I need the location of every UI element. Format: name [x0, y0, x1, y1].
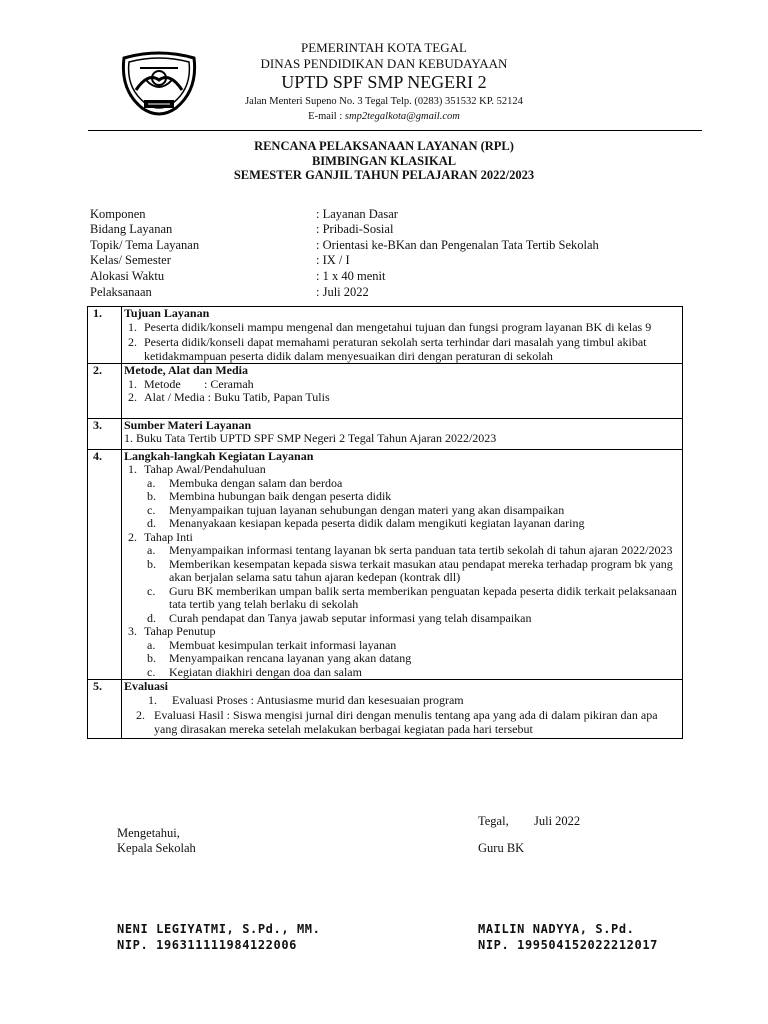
step-item	[124, 477, 680, 491]
stage-title: Tahap Penutup	[144, 624, 216, 638]
list-marker: 3.	[128, 624, 137, 638]
meta-label: Komponen	[90, 207, 146, 221]
meta-value: : Pribadi-Sosial	[316, 222, 394, 236]
list-marker: a.	[147, 543, 156, 557]
list-marker: 2.	[136, 708, 145, 722]
signature-left-nip: NIP. 196311111984122006	[117, 938, 297, 952]
signature-left-name: NENI LEGIYATMI, S.Pd., MM.	[117, 922, 321, 936]
letterhead-government: PEMERINTAH KOTA TEGAL	[301, 40, 467, 55]
list-text: Evaluasi Hasil : Siswa mengisi jurnal diri dengan menulis tentang apa yang ada di dalam pikiran dan apa yang dirasakan mereka setelah melakukan berbagai kegiatan pada hari tersebut	[154, 708, 658, 736]
list-item: 1. Buku Tata Tertib UPTD SPF SMP Negeri 2 Tegal Tahun Ajaran 2022/2023	[124, 431, 497, 445]
list-marker: 1.	[128, 462, 137, 476]
step-item	[124, 585, 680, 612]
stage-item	[124, 531, 680, 545]
letterhead-agency: DINAS PENDIDIKAN DAN KEBUDAYAAN	[260, 56, 508, 71]
section-title: Metode, Alat dan Media	[124, 363, 248, 377]
meta-value: : Juli 2022	[316, 285, 369, 299]
meta-value: : Layanan Dasar	[316, 207, 398, 221]
doc-title-line3: SEMESTER GANJIL TAHUN PELAJARAN 2022/2023	[233, 168, 535, 182]
section-number: 2.	[88, 364, 122, 419]
meta-row-bidang	[90, 222, 394, 238]
list-item	[124, 391, 680, 405]
step-item	[124, 639, 680, 653]
signature-place: Tegal,	[478, 814, 509, 828]
list-marker: b.	[147, 556, 156, 571]
table-row	[88, 449, 683, 680]
table-row	[88, 680, 683, 739]
list-text: Menanyakaan kesiapan kepada peserta didik dalam mengikuti kegiatan layanan daring	[169, 516, 585, 530]
signature-right-nip: NIP. 199504152022212017	[478, 938, 658, 952]
letterhead-email-line	[0, 111, 768, 122]
signature-right-role: Guru BK	[478, 841, 525, 855]
meta-label: Alokasi Waktu	[90, 269, 165, 283]
list-marker: d.	[147, 516, 156, 530]
step-item	[124, 504, 680, 518]
step-item	[124, 612, 680, 626]
section-number: 4.	[88, 449, 122, 680]
list-item	[124, 378, 680, 392]
list-marker: a.	[147, 475, 156, 490]
list-marker: 1.	[148, 692, 157, 707]
section-title: Evaluasi	[124, 679, 169, 693]
list-text: Guru BK memberikan umpan balik serta memberikan penguatan kepada peserta didik terkait pelaksanaan tata tertib yang telah berlaku di sekolah	[169, 583, 677, 611]
section-content	[122, 449, 683, 680]
list-marker: b.	[147, 651, 156, 665]
table-row	[88, 307, 683, 364]
list-item	[124, 694, 680, 708]
list-item	[124, 709, 680, 736]
meta-value: : IX / I	[316, 253, 350, 267]
section-number: 3.	[88, 418, 122, 449]
section-content	[122, 418, 683, 449]
section-title: Tujuan Layanan	[124, 306, 210, 320]
list-marker: 1.	[128, 319, 137, 334]
table-row	[88, 364, 683, 419]
meta-label: Kelas/ Semester	[90, 253, 171, 267]
letterhead-school-name: UPTD SPF SMP NEGERI 2	[281, 72, 487, 92]
list-marker: c.	[147, 502, 156, 517]
doc-title-line2: BIMBINGAN KLASIKAL	[311, 154, 457, 168]
list-marker: c.	[147, 583, 156, 598]
list-text: Kegiatan diakhiri dengan doa dan salam	[169, 664, 362, 679]
section-number: 5.	[88, 680, 122, 739]
meta-row-topik	[90, 238, 599, 254]
section-content	[122, 680, 683, 739]
meta-row-pelaksanaan	[90, 285, 369, 301]
list-item	[124, 321, 680, 335]
step-item	[124, 490, 680, 504]
meta-label: Bidang Layanan	[90, 222, 173, 236]
list-text: Membuka dengan salam dan berdoa	[169, 475, 343, 490]
list-item	[124, 336, 680, 363]
meta-row-kelas	[90, 253, 350, 269]
list-text: Peserta didik/konseli dapat memahami peraturan sekolah serta terhindar dari masalah yang timbul akibat ketidakmampuan peserta didik dalam menyesuaikan diri dengan peraturan di sekolah	[144, 335, 647, 363]
list-text: Membuat kesimpulan terkait informasi layanan	[169, 637, 397, 652]
list-text: Alat / Media : Buku Tatib, Papan Tulis	[144, 390, 330, 404]
list-text: Menyampaikan rencana layanan yang akan datang	[169, 651, 412, 665]
stage-title: Tahap Awal/Pendahuluan	[144, 462, 266, 476]
email-label: E-mail :	[308, 111, 345, 122]
list-text: Memberikan kesempatan kepada siswa terkait masukan atau pendapat mereka terhadap program bk yang akan berjalan selama satu tahun ajaran kedepan (kontrak dll)	[169, 556, 673, 584]
meta-value: : 1 x 40 menit	[316, 269, 386, 283]
meta-value: : Orientasi ke-BKan dan Pengenalan Tata Tertib Sekolah	[316, 238, 599, 252]
list-text: Curah pendapat dan Tanya jawab seputar informasi yang telah disampaikan	[169, 610, 532, 625]
list-text: Menyampaikan informasi tentang layanan bk serta panduan tata tertib sekolah di tahun ajaran 2022/2023	[169, 543, 673, 557]
email-address[interactable]: smp2tegalkota@gmail.com	[344, 111, 460, 122]
list-marker: 2.	[128, 335, 137, 349]
stage-title: Tahap Inti	[144, 529, 193, 544]
rpl-table	[87, 306, 683, 739]
table-row	[88, 418, 683, 449]
meta-label: Topik/ Tema Layanan	[90, 238, 200, 252]
list-label: Metode	[144, 376, 181, 391]
step-item	[124, 558, 680, 585]
doc-title-line1: RENCANA PELAKSANAAN LAYANAN (RPL)	[254, 139, 514, 153]
step-item	[124, 544, 680, 558]
section-title: Langkah-langkah Kegiatan Layanan	[124, 448, 314, 463]
signature-date: Juli 2022	[534, 814, 581, 828]
signature-left-label: Mengetahui,	[117, 826, 180, 840]
meta-row-alokasi	[90, 269, 386, 285]
list-text: Membina hubungan baik dengan peserta didik	[169, 489, 392, 503]
meta-row-komponen	[90, 207, 398, 223]
letterhead-address: Jalan Menteri Supeno No. 3 Tegal Telp. (0283) 351532 KP. 52124	[245, 96, 523, 107]
list-text: Menyampaikan tujuan layanan sehubungan dengan materi yang akan disampaikan	[169, 502, 565, 517]
list-marker: b.	[147, 489, 156, 503]
step-item	[124, 652, 680, 666]
list-marker: 2.	[128, 390, 137, 404]
meta-label: Pelaksanaan	[90, 285, 152, 299]
list-text: Peserta didik/konseli mampu mengenal dan mengetahui tujuan dan fungsi program layanan BK di kelas 9	[144, 319, 652, 334]
step-item	[124, 517, 680, 531]
list-marker: 2.	[128, 529, 137, 544]
list-marker: c.	[147, 664, 156, 679]
letterhead-divider	[88, 130, 702, 131]
stage-item	[124, 625, 680, 639]
list-text: : Ceramah	[204, 376, 254, 391]
list-text: Evaluasi Proses : Antusiasme murid dan kesesuaian program	[172, 692, 464, 707]
section-number: 1.	[88, 307, 122, 364]
section-title: Sumber Materi Layanan	[124, 417, 252, 432]
signature-right-name: MAILIN NADYYA, S.Pd.	[478, 922, 635, 936]
step-item	[124, 666, 680, 680]
list-marker: d.	[147, 610, 156, 625]
signature-left-role: Kepala Sekolah	[117, 841, 196, 855]
stage-item	[124, 463, 680, 477]
list-marker: 1.	[128, 376, 137, 391]
list-marker: a.	[147, 637, 156, 652]
section-content	[122, 364, 683, 419]
section-content	[122, 307, 683, 364]
